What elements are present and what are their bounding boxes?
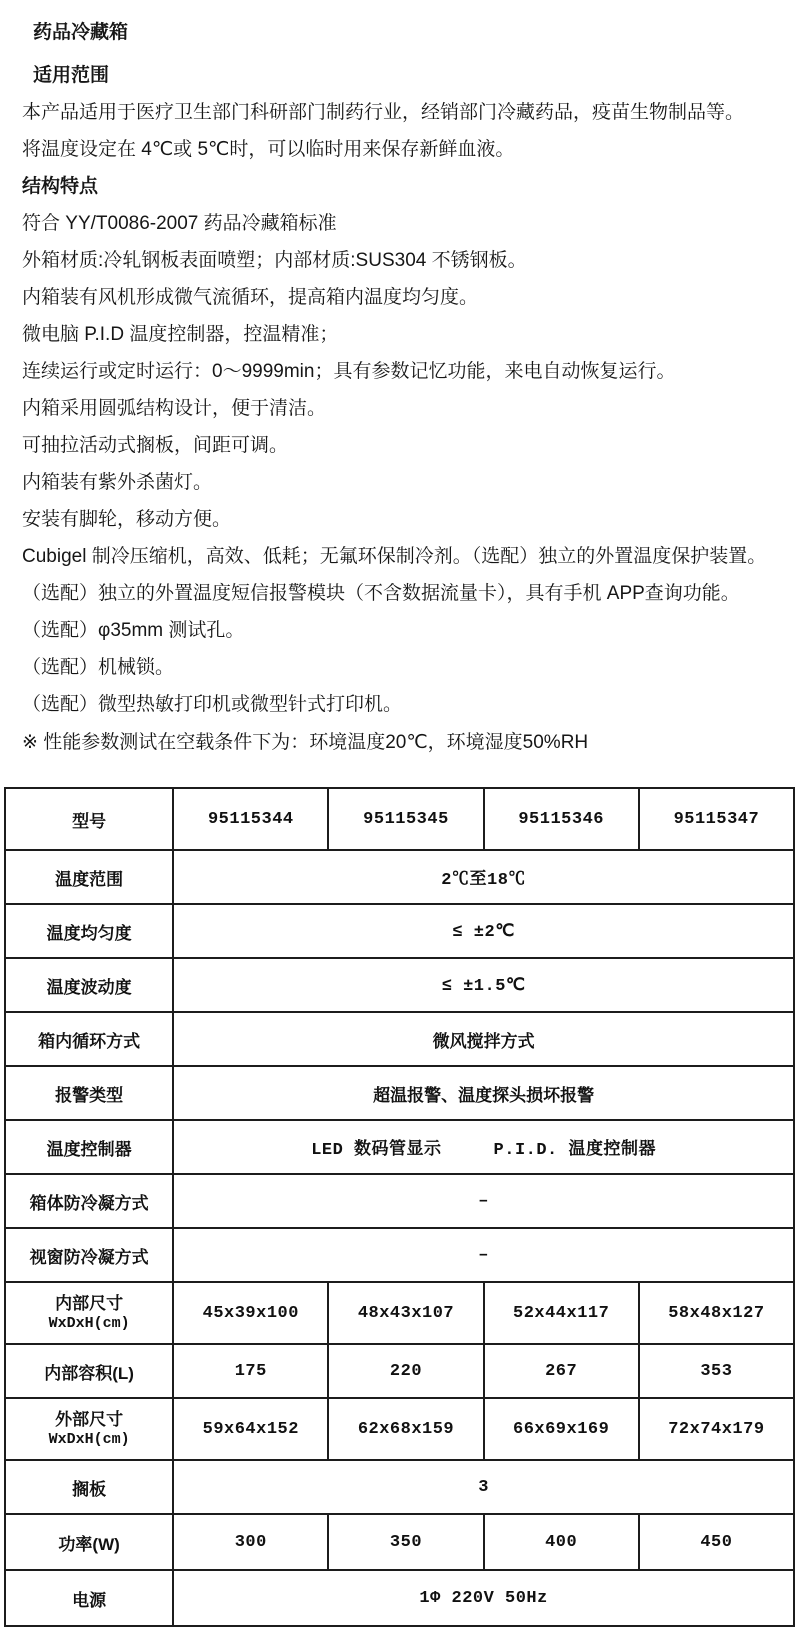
feature-line: 可抽拉活动式搁板，间距可调。 [22, 435, 289, 456]
spec-value-merged: 2℃至18℃ [173, 850, 794, 904]
feature-line: （选配）φ35mm 测试孔。 [22, 620, 245, 641]
spec-value: 45x39x100 [173, 1282, 328, 1344]
spec-value: 72x74x179 [639, 1398, 794, 1460]
spec-value: 400 [484, 1514, 639, 1570]
row-label: 视窗防冷凝方式 [5, 1228, 173, 1282]
spec-row-internal-size [5, 1282, 794, 1344]
row-label-text: 内部尺寸 [55, 1294, 124, 1313]
spec-value-merged: – [173, 1228, 794, 1282]
feature-line: Cubigel 制冷压缩机，高效、低耗；无氟环保制冷剂。（选配）独立的外置温度保护装置。 [22, 546, 767, 567]
spec-value: 450 [639, 1514, 794, 1570]
model-number: 95115347 [639, 788, 794, 850]
spec-value: 58x48x127 [639, 1282, 794, 1344]
row-label: 功率(W) [5, 1514, 173, 1570]
row-label-model: 型号 [5, 788, 173, 850]
spec-row-circulation [5, 1012, 794, 1066]
spec-row-cabinet-anticondensation [5, 1174, 794, 1228]
feature-line: 内箱装有风机形成微气流循环，提高箱内温度均匀度。 [22, 287, 479, 308]
spec-row-uniformity [5, 904, 794, 958]
row-label [5, 1282, 173, 1344]
spec-row-power-supply [5, 1570, 794, 1626]
model-number: 95115346 [484, 788, 639, 850]
spec-value: 220 [328, 1344, 483, 1398]
row-label: 温度控制器 [5, 1120, 173, 1174]
spec-row-controller [5, 1120, 794, 1174]
spec-row-internal-volume [5, 1344, 794, 1398]
spec-value: 48x43x107 [328, 1282, 483, 1344]
spec-value-merged: 微风搅拌方式 [173, 1012, 794, 1066]
spec-row-external-size [5, 1398, 794, 1460]
spec-row-alarm [5, 1066, 794, 1120]
spec-value: 52x44x117 [484, 1282, 639, 1344]
feature-line: 微电脑 P.I.D 温度控制器，控温精准； [22, 324, 339, 345]
row-label [5, 1398, 173, 1460]
controller-display: LED 数码管显示 [311, 1141, 442, 1160]
spec-value: 300 [173, 1514, 328, 1570]
row-label: 报警类型 [5, 1066, 173, 1120]
spec-row-window-anticondensation [5, 1228, 794, 1282]
spec-value: 66x69x169 [484, 1398, 639, 1460]
test-condition-note: ※ 性能参数测试在空载条件下为：环境温度20℃，环境湿度50%RH [22, 732, 589, 753]
feature-line: 外箱材质:冷轧钢板表面喷塑；内部材质:SUS304 不锈钢板。 [22, 250, 527, 271]
model-number: 95115345 [328, 788, 483, 850]
scope-line: 本产品适用于医疗卫生部门科研部门制药行业，经销部门冷藏药品，疫苗生物制品等。 [22, 102, 745, 123]
spec-row-temp-range [5, 850, 794, 904]
spec-value-merged [173, 1120, 794, 1174]
row-label: 箱内循环方式 [5, 1012, 173, 1066]
spec-value: 59x64x152 [173, 1398, 328, 1460]
row-label: 内部容积(L) [5, 1344, 173, 1398]
row-label: 箱体防冷凝方式 [5, 1174, 173, 1228]
row-label-unit: WxDxH(cm) [48, 1315, 130, 1332]
spec-value-merged: 超温报警、温度探头损坏报警 [173, 1066, 794, 1120]
model-number: 95115344 [173, 788, 328, 850]
controller-type: P.I.D. 温度控制器 [493, 1141, 656, 1160]
row-label: 温度范围 [5, 850, 173, 904]
row-label-text: 外部尺寸 [55, 1410, 124, 1429]
spec-value: 175 [173, 1344, 328, 1398]
row-label: 温度波动度 [5, 958, 173, 1012]
row-label: 温度均匀度 [5, 904, 173, 958]
feature-line: 安装有脚轮，移动方便。 [22, 509, 232, 530]
feature-line: （选配）独立的外置温度短信报警模块（不含数据流量卡），具有手机 APP查询功能。 [22, 583, 740, 604]
feature-line: 连续运行或定时运行：0～9999min；具有参数记忆功能，来电自动恢复运行。 [22, 361, 676, 382]
spec-value: 62x68x159 [328, 1398, 483, 1460]
feature-line: 内箱采用圆弧结构设计，便于清洁。 [22, 398, 327, 419]
feature-line: 符合 YY/T0086-2007 药品冷藏箱标准 [22, 213, 337, 234]
spec-value: 350 [328, 1514, 483, 1570]
spec-value: 353 [639, 1344, 794, 1398]
spec-row-power [5, 1514, 794, 1570]
spec-value: 267 [484, 1344, 639, 1398]
spec-value-merged: 1Φ 220V 50Hz [173, 1570, 794, 1626]
spec-value-merged: ≤ ±1.5℃ [173, 958, 794, 1012]
row-label: 电源 [5, 1570, 173, 1626]
spec-value-merged: 3 [173, 1460, 794, 1514]
spec-value-merged: – [173, 1174, 794, 1228]
spec-row-models [5, 788, 794, 850]
spec-value-merged: ≤ ±2℃ [173, 904, 794, 958]
scope-line: 将温度设定在 4℃或 5℃时，可以临时用来保存新鲜血液。 [22, 139, 515, 160]
feature-line: （选配）机械锁。 [22, 657, 175, 678]
section-heading-scope: 适用范围 [33, 65, 110, 86]
row-label: 搁板 [5, 1460, 173, 1514]
feature-line: （选配）微型热敏打印机或微型针式打印机。 [22, 694, 403, 715]
feature-line: 内箱装有紫外杀菌灯。 [22, 472, 213, 493]
section-heading-features: 结构特点 [22, 176, 99, 197]
spec-row-fluctuation [5, 958, 794, 1012]
spec-row-shelves [5, 1460, 794, 1514]
spec-table [4, 787, 795, 1627]
doc-title: 药品冷藏箱 [33, 22, 129, 43]
row-label-unit: WxDxH(cm) [48, 1431, 130, 1448]
